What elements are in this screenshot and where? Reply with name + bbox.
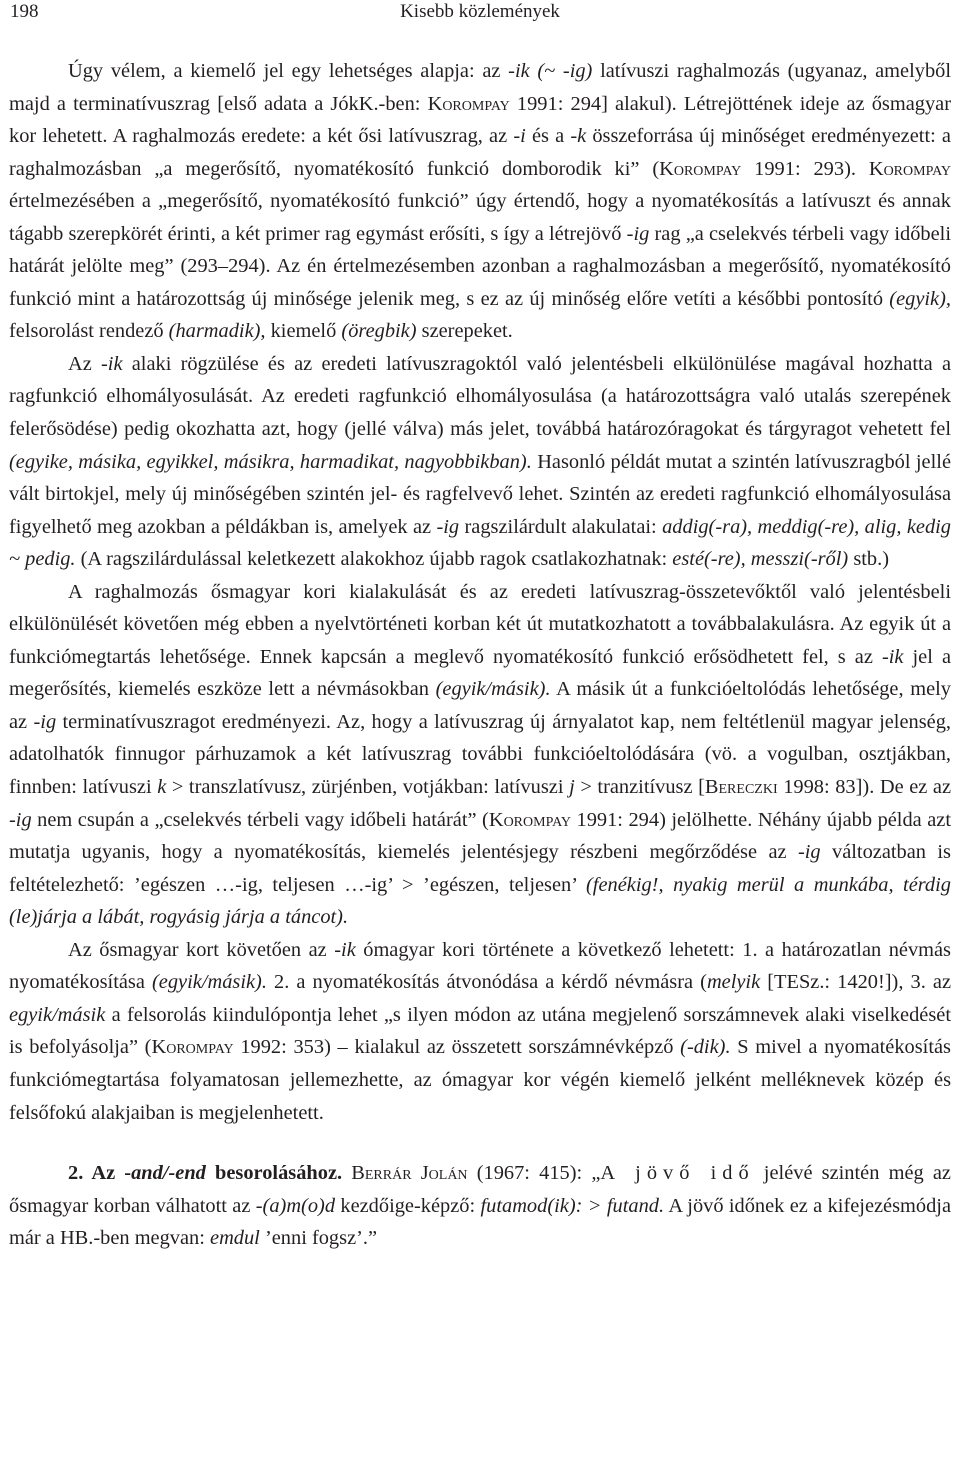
text-run: jelévé szintén még az ősmagyar korban válhatott az (9, 1162, 951, 1217)
text-run: Az (68, 352, 101, 375)
text-run: S mivel a nyomatékosítás funkciómegtartása folyamatosan jellemezhette, az ómagyar kor végén kiemelő jelként melléknevek közép és felsőfokú alakjaiban is megjelenhetett. (9, 1036, 951, 1124)
text-run: alaki rögzülése és az eredeti latívuszragoktól való jelentésbeli elkülönülése magával hozhatta a ragfunkció elhomályosulását. Az eredeti ragfunkció elhomályosulása (a határozottságra való utalás szerepének felerősödése) pedig okozhatta azt, hogy (jellé válva) más jelet, továbbá határozóragokat és tárgyragot vehetett fel (9, 352, 951, 441)
text-run: -ik (~ -ig) (508, 60, 593, 82)
text-run: [TESz.: 1420!]), 3. az (760, 971, 951, 994)
text-run: A raghalmozás ősmagyar kori kialakulását és az eredeti latívuszrag-összetevőktől való jelentésbeli elkülönülését követően még ebben a nyelvtörténeti korban két út mutatkozhatott a továbbalakulásra. Az egyik út a funkciómegtartás lehetősége. Ennek kapcsán a meglevő nyomatékosító funkció erősödhetett fel, s az (9, 580, 951, 668)
page-header (10, 0, 950, 26)
text-run: Korompay (659, 157, 742, 180)
text-run: (öregbik) (341, 320, 417, 343)
text-run: -ig (33, 710, 57, 733)
text-run: szerepeket. (416, 320, 513, 343)
text-run: és a (525, 125, 571, 148)
text-run: A jövő idő (600, 1162, 755, 1185)
text-run: Korompay (151, 1036, 234, 1059)
text-run: k (157, 776, 167, 799)
text-run: > tranzitívusz [ (574, 776, 705, 799)
text-run: melyik (706, 971, 761, 994)
text-run: -ik (334, 938, 356, 961)
text-run: Korompay (868, 157, 952, 180)
paragraph-2 (9, 348, 951, 576)
text-run: j (569, 776, 575, 799)
text-run: Korompay (488, 808, 572, 831)
text-run: felsorolást rendező (9, 320, 169, 343)
text-run: nem csupán a „cselekvés térbeli vagy időbeli határát” ( (31, 808, 489, 831)
text-run: ragszilárdult alakulatai: (459, 515, 663, 538)
text-run: (egyike, másika, egyikkel, másikra, harmadikat, nagyobbikban). (9, 450, 532, 473)
section-2-paragraph (9, 1157, 951, 1255)
text-run: a felsorolás kiindulópontja lehet „s ilyen módon az utána megjelenő sorszámnevek alaki viselkedését is befolyásolja” ( (9, 1003, 951, 1059)
text-run: ómagyar kori története a következő lehetett: 1. a határozatlan névmás nyomatékosítása (9, 938, 951, 994)
text-run: értelmezésében a „megerősítő, nyomatékosító funkció” úgy értendő, hogy a nyomatékosítás a latívuszt és annak tágabb szerepkörét érinti, a két primer rag egymást erősíti, s így a létrejövő (9, 190, 951, 245)
text-run: (egyik), (889, 287, 951, 310)
text-run: 1991: 293). (741, 157, 869, 180)
text-run: Berrár Jolán (351, 1162, 468, 1185)
text-run: Az ősmagyar kort követően az (68, 938, 335, 961)
text-run: jel a megerősítés, kiemelés eszköze lett a névmásokban (9, 645, 951, 701)
text-run: and/-end (131, 1162, 206, 1185)
text-run: futamod(ik): > futand. (480, 1194, 665, 1217)
text-run: ’enni fogsz’.” (259, 1227, 378, 1250)
text-run: -ik (881, 645, 904, 668)
text-run: 2. Az - (68, 1162, 132, 1185)
text-run: (harmadik), (168, 320, 266, 343)
text-run: (fenékig!, nyakig merül a munkába, térdig (le)járja a lábát, rogyásig járja a táncot). (9, 873, 951, 929)
text-run: (A ragszilárdulással keletkezett alakokhoz újabb ragok csatlakozhatnak: (75, 548, 673, 571)
running-head: Kisebb közlemények (400, 1, 560, 22)
text-run: (egyik/másik). (152, 971, 267, 994)
text-run: Úgy vélem, a kiemelő jel egy lehetséges alapja: az (68, 60, 509, 82)
text-run: Korompay (427, 92, 510, 115)
text-run: 1998: 83]). De ez az (777, 776, 951, 799)
text-run: latívuszi raghalmozás (ugyanaz, amelyből majd a terminatívuszrag [első adata a JókK.-ben: (9, 60, 951, 115)
text-run: esté(-re), messzi(-ről) (672, 548, 849, 571)
text-run: -ig (9, 808, 32, 831)
text-run: A másik út a funkcióeltolódás lehetősége, mely az (9, 678, 952, 733)
text-run: (-dik). (680, 1036, 731, 1059)
text-run: 1991: 294) jelölhette. Néhány újabb példa azt mutatja ugyanis, hogy a nyomatékosítás, kiemelés jelentésjegy részbeni megőrződése az (9, 808, 951, 864)
text-run: egyik/másik (9, 1003, 106, 1026)
paragraph-4 (9, 934, 951, 1129)
text-run: terminatívuszragot eredményezi. Az, hogy a latívuszrag új árnyalatot kap, nem feltétlenül magyar jelenség, adatolhatók finnugor párhuzamok a két latívuszrag további funkcióeltolódására (vö. a vogulban, osztjákban, finnben: latívuszi (9, 710, 951, 799)
text-run: -ik (101, 352, 123, 375)
text-run: addig(-ra), meddig(-re), alig, kedig ~ pedig. (9, 515, 951, 571)
text-run: -ig (436, 515, 460, 538)
text-run: Hasonló példát mutat a szintén latívuszragból jellé vált birtokjel, mely új minőségében szintén jel- és ragfelvevő lehet. Szintén az eredeti ragfunkció elhomályosulása figyelhető meg azokban a példákban is, amelyek az (9, 450, 951, 538)
paragraph-3 (9, 576, 951, 934)
text-run: kezdőige-képző: (335, 1194, 481, 1217)
text-run: -ig (797, 841, 821, 864)
text-run: kiemelő (265, 320, 342, 343)
text-run: (egyik/másik). (435, 678, 551, 701)
text-run: rag „a cselekvés térbeli vagy időbeli határát jelölte meg” (293–294). Az én értelmezésemben azonban a raghalmozásban a megerősítő, nyomatékosító funkció mint a határozottság új minősége jelenik meg, s ez az új minőség előre vetíti a későbbi pontosító (9, 222, 951, 310)
text-run: besorolásához. (205, 1162, 343, 1185)
page-number: 198 (10, 1, 39, 22)
text-run: 1992: 353) – kialakul az összetett sorszámnévképző (233, 1036, 681, 1059)
text-run: összeforrása új minőséget eredményezett: a raghalmozásban „a megerősítő, nyomatékosító funkció domborodik ki” ( (9, 125, 951, 180)
text-run: stb.) (848, 548, 890, 571)
text-run: Bereczki (704, 776, 778, 799)
text-run: változatban is feltételezhető: ’egészen …-ig, teljesen …-ig’ > ’egészen, teljesen’ (9, 841, 951, 896)
text-run: -ig (626, 222, 650, 245)
text-run: > transzlatívusz, zürjénben, votjákban: latívuszi (166, 776, 570, 799)
article-body (9, 55, 951, 1255)
text-run: 2. a nyomatékosítás átvonódása a kérdő névmásra ( (266, 971, 707, 994)
text-run: -k (570, 125, 587, 148)
text-run: -(a)m(o)d (255, 1194, 336, 1217)
text-run (342, 1162, 351, 1184)
text-run: -i (513, 125, 526, 148)
text-run: (1967: 415): „ (467, 1162, 601, 1185)
text-run: A jövő időnek ez a kifejezésmódja már a HB.-ben megvan: (9, 1194, 952, 1250)
paragraph-1 (9, 55, 951, 348)
text-run: emdul (210, 1227, 260, 1250)
text-run: 1991: 294] alakul). Létrejöttének ideje az ősmagyar kor lehetett. A raghalmozás eredete: a két ősi latívuszrag, az (9, 92, 951, 148)
